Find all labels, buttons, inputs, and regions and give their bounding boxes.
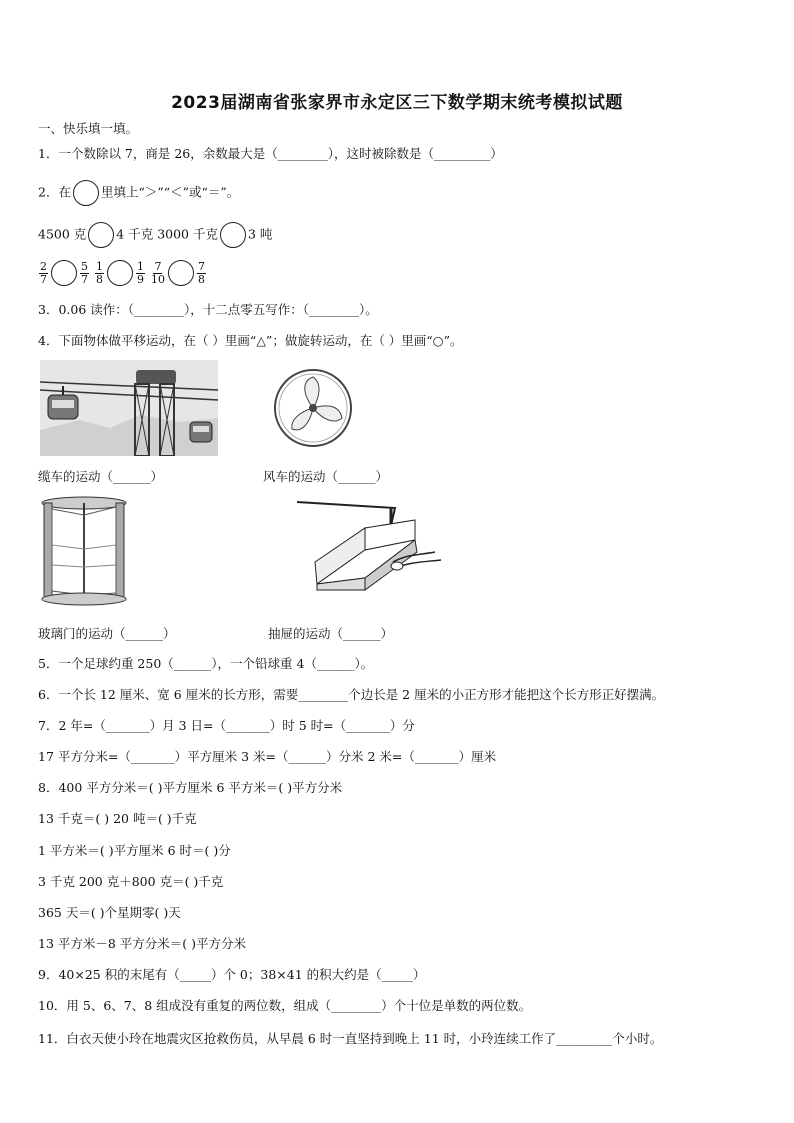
question-8f: 13 平方米－8 平方分米＝( )平方分米 (38, 936, 247, 951)
fraction: $\frac{1}{9}$ (136, 259, 144, 286)
q2-item-a: 4500 克 (38, 226, 87, 242)
question-8e: 365 天＝( )个星期零( )天 (38, 905, 181, 920)
fraction: $\frac{5}{7}$ (81, 259, 88, 286)
question-8b: 13 千克＝( ) 20 吨＝( )千克 (38, 811, 197, 826)
question-7b: 17 平方分米=（_______）平方厘米 3 米=（______）分米 2 米=（_______）厘米 (38, 749, 497, 764)
q2-suffix: 里填上“＞”“＜”或“＝”。 (100, 184, 240, 200)
caption-glass-door: 玻璃门的运动（______） (38, 626, 176, 641)
question-6: 6．一个长 12 厘米、宽 6 厘米的长方形，需要________个边长是 2 厘米的小正方形才能把这个长方形正好摆满。 (38, 687, 665, 702)
question-3: 3．0.06 读作：（________），十二点零五写作：（________）。 (38, 302, 378, 317)
question-2-row2 (38, 260, 207, 286)
caption-drawer: 抽屉的运动（______） (268, 626, 394, 641)
answer-circle[interactable] (168, 260, 194, 286)
answer-circle[interactable] (51, 260, 77, 286)
fraction: $\frac{7}{10}$ (150, 259, 165, 286)
answer-circle[interactable] (220, 222, 246, 248)
question-11: 11．白衣天使小玲在地震灾区抢救伤员，从早晨 6 时一直坚持到晚上 11 时，小玲连续工作了_________个小时。 (38, 1031, 663, 1046)
glass-door-image (38, 495, 130, 607)
q2-item-c: 3 吨 (247, 226, 273, 242)
section-heading: 一、快乐填一填。 (38, 121, 139, 136)
question-8a: 8．400 平方分米＝( )平方厘米 6 平方米＝( )平方分米 (38, 780, 343, 795)
page-title: 2023届湖南省张家界市永定区三下数学期末统考模拟试题 (171, 93, 623, 113)
question-10: 10．用 5、6、7、8 组成没有重复的两位数，组成（________）个十位是单数的两位数。 (38, 998, 532, 1013)
drawer-image (295, 500, 445, 592)
answer-circle[interactable] (107, 260, 133, 286)
fraction: $\frac{1}{8}$ (95, 259, 103, 286)
question-5: 5．一个足球约重 250（______），一个铅球重 4（______）。 (38, 656, 374, 671)
question-2 (38, 180, 239, 206)
question-1: 1．一个数除以 7，商是 26，余数最大是（________），这时被除数是（_________） (38, 146, 503, 161)
caption-cable-car: 缆车的运动（______） (38, 469, 164, 484)
question-8d: 3 千克 200 克＋800 克＝( )千克 (38, 874, 224, 889)
fraction: $\frac{2}{7}$ (40, 259, 47, 286)
question-7a: 7．2 年=（_______）月 3 日=（_______）时 5 时=（_______）分 (38, 718, 415, 733)
fraction: $\frac{7}{8}$ (197, 259, 205, 286)
question-9: 9．40×25 积的末尾有（_____）个 0；38×41 的积大约是（_____） (38, 967, 426, 982)
q2-item-b: 4 千克 3000 千克 (116, 226, 218, 242)
question-2-row1 (38, 222, 272, 248)
windmill-image (272, 363, 354, 453)
answer-circle[interactable] (73, 180, 99, 206)
question-4: 4．下面物体做平移运动，在（ ）里画“△”；做旋转运动，在（ ）里画“○”。 (38, 333, 463, 348)
cable-car-image (40, 360, 218, 456)
answer-circle[interactable] (88, 222, 114, 248)
caption-windmill: 风车的运动（______） (263, 469, 389, 484)
q2-prefix: 2．在 (38, 184, 71, 200)
question-8c: 1 平方米＝( )平方厘米 6 时＝( )分 (38, 843, 231, 858)
